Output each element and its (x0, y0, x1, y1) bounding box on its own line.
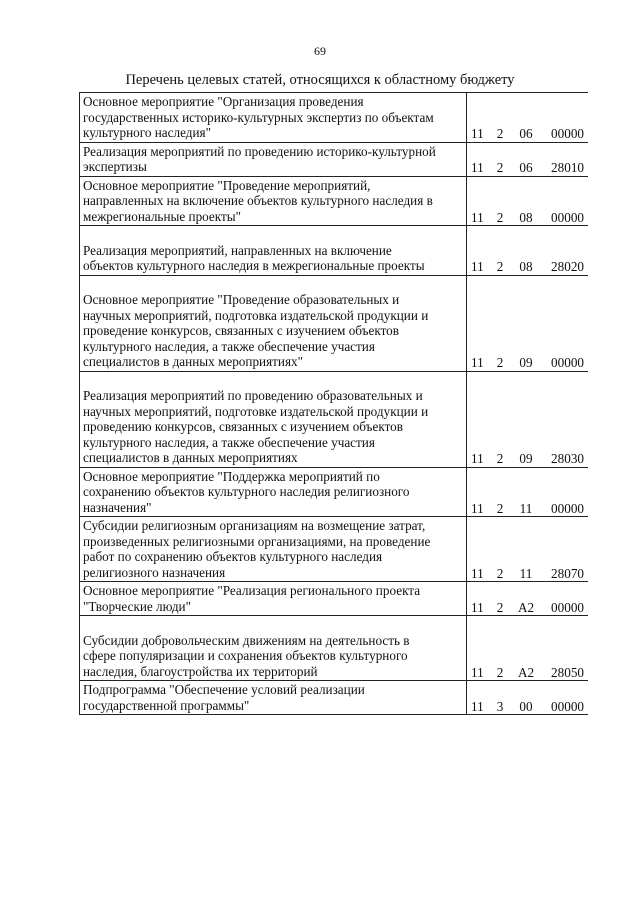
description-line: Реализация мероприятий по проведению историко-культурной (83, 143, 436, 159)
description-line: наследия, благоустройства их территорий (83, 663, 318, 679)
table-row (80, 226, 589, 276)
code-direction: 00000 (543, 582, 588, 616)
code-event: 08 (509, 176, 543, 226)
row-description (80, 93, 467, 143)
code-program: 11 (467, 467, 492, 517)
description-line (83, 373, 464, 389)
code-event: 11 (509, 517, 543, 582)
description-line: назначения" (83, 499, 152, 515)
code-program: 11 (467, 616, 492, 681)
description-line (83, 277, 464, 293)
code-subprogram: 2 (491, 142, 509, 176)
description-line: "Творческие люди" (83, 598, 191, 614)
description-line: Основное мероприятие "Проведение мероприятий, (83, 177, 371, 193)
code-event: 09 (509, 275, 543, 371)
code-program: 11 (467, 371, 492, 467)
code-event: 11 (509, 467, 543, 517)
description-line: направленных на включение объектов культурного наследия в (83, 193, 433, 208)
table-row (80, 371, 589, 467)
code-direction: 28020 (543, 226, 588, 276)
table-row (80, 616, 589, 681)
code-subprogram: 2 (491, 371, 509, 467)
description-line: произведенных религиозными организациями, на проведение (83, 533, 431, 549)
code-subprogram: 2 (491, 616, 509, 681)
description-line: Основное мероприятие "Организация проведения (83, 94, 364, 109)
code-program: 11 (467, 142, 492, 176)
description-line: религиозного назначения (83, 564, 226, 580)
description-line: Субсидии религиозным организациям на возмещение затрат, (83, 518, 426, 533)
code-direction: 00000 (543, 681, 588, 715)
description-line: специалистов в данных мероприятиях (83, 450, 298, 465)
target-articles-table (79, 92, 588, 715)
description-line: Основное мероприятие "Проведение образовательных и (83, 292, 400, 307)
code-direction: 00000 (543, 176, 588, 226)
row-description (80, 226, 467, 276)
table-row (80, 467, 589, 517)
code-event: А2 (509, 582, 543, 616)
table-row (80, 582, 589, 616)
row-description (80, 517, 467, 582)
table-row (80, 176, 589, 226)
row-description (80, 467, 467, 517)
description-line (83, 617, 464, 633)
description-line: работ по сохранению объектов культурного наследия (83, 549, 383, 564)
code-subprogram: 2 (491, 467, 509, 517)
code-direction: 28030 (543, 371, 588, 467)
description-line: государственных историко-культурных экспертиз по объектам (83, 109, 434, 125)
table-row (80, 275, 589, 371)
code-program: 11 (467, 93, 492, 143)
code-event: 06 (509, 93, 543, 143)
row-description (80, 681, 467, 715)
code-program: 11 (467, 226, 492, 276)
code-event: 08 (509, 226, 543, 276)
description-line: объектов культурного наследия в межрегиональные проекты (83, 258, 425, 273)
document-title: Перечень целевых статей, относящихся к областному бюджету (125, 72, 515, 88)
code-program: 11 (467, 681, 492, 715)
code-subprogram: 2 (491, 517, 509, 582)
table-row (80, 93, 589, 143)
description-line: Подпрограмма "Обеспечение условий реализации (83, 682, 365, 697)
row-description (80, 582, 467, 616)
page-number: 69 (314, 44, 326, 58)
code-event: 09 (509, 371, 543, 467)
code-event: 00 (509, 681, 543, 715)
code-direction: 00000 (543, 93, 588, 143)
description-line: научных мероприятий, подготовке издательской продукции и (83, 403, 429, 419)
row-description (80, 371, 467, 467)
table-row (80, 142, 589, 176)
row-description (80, 176, 467, 226)
table-row (80, 517, 589, 582)
description-line: культурного наследия" (83, 125, 211, 140)
description-line (83, 227, 464, 243)
description-line: научных мероприятий, подготовка издательской продукции и (83, 307, 429, 323)
description-line: экспертизы (83, 159, 147, 174)
code-program: 11 (467, 176, 492, 226)
description-line: проведение конкурсов, связанных с изучением объектов (83, 323, 399, 338)
description-line: сохранению объектов культурного наследия религиозного (83, 484, 410, 499)
code-program: 11 (467, 582, 492, 616)
code-subprogram: 2 (491, 93, 509, 143)
code-event: А2 (509, 616, 543, 681)
description-line: Реализация мероприятий по проведению образовательных и (83, 388, 423, 403)
code-program: 11 (467, 275, 492, 371)
description-line: межрегиональные проекты" (83, 208, 242, 224)
code-direction: 28010 (543, 142, 588, 176)
code-subprogram: 2 (491, 226, 509, 276)
description-line: культурного наследия, а также обеспечение участия (83, 338, 375, 354)
description-line: проведению конкурсов, связанных с изучением объектов (83, 419, 403, 434)
description-line: культурного наследия, а также обеспечение участия (83, 434, 375, 450)
code-subprogram: 3 (491, 681, 509, 715)
code-direction: 00000 (543, 275, 588, 371)
code-program: 11 (467, 517, 492, 582)
description-line: Основное мероприятие "Реализация регионального проекта (83, 583, 421, 598)
code-direction: 28070 (543, 517, 588, 582)
code-subprogram: 2 (491, 275, 509, 371)
description-line: специалистов в данных мероприятиях" (83, 354, 304, 369)
code-event: 06 (509, 142, 543, 176)
row-description (80, 142, 467, 176)
code-subprogram: 2 (491, 176, 509, 226)
description-line: Основное мероприятие "Поддержка мероприятий по (83, 468, 380, 484)
code-subprogram: 2 (491, 582, 509, 616)
code-direction: 00000 (543, 467, 588, 517)
code-direction: 28050 (543, 616, 588, 681)
description-line: сфере популяризации и сохранения объектов культурного (83, 648, 408, 663)
description-line: государственной программы" (83, 697, 250, 713)
row-description (80, 616, 467, 681)
description-line: Реализация мероприятий, направленных на включение (83, 242, 392, 258)
description-line: Субсидии добровольческим движениям на деятельность в (83, 632, 410, 648)
table-row (80, 681, 589, 715)
row-description (80, 275, 467, 371)
